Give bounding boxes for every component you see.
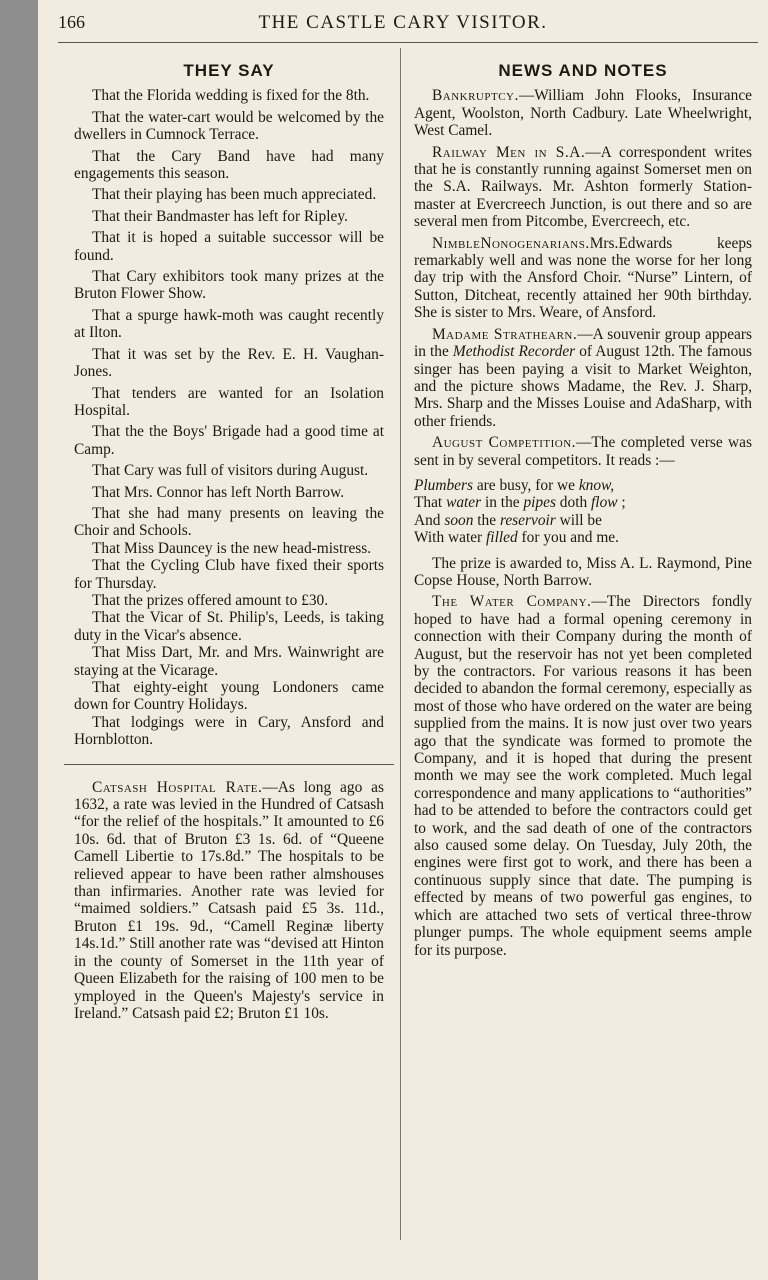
- news-column: [414, 58, 752, 963]
- they-say-item: That the water-cart would be welcomed by the dwellers in Cumnock Terrace.: [74, 108, 384, 144]
- news-heading: NEWS AND NOTES: [498, 61, 668, 80]
- catsash-title: Catsash Hospital Rate.: [92, 778, 263, 796]
- strathearn-article: [414, 326, 752, 430]
- they-say-item: That lodgings were in Cary, Ansford and Hornblotton.: [74, 713, 384, 749]
- bankruptcy-title: Bankruptcy.: [432, 87, 519, 105]
- competition-article: [414, 434, 752, 469]
- they-say-item: That the Cary Band have had many engagements this season.: [74, 147, 384, 183]
- nonogenarians-article: [414, 235, 752, 322]
- verse-line-4: With water filled for you and me.: [414, 529, 619, 547]
- they-say-item: That their Bandmaster has left for Ripley.: [92, 207, 348, 225]
- nonogenarians-title: NimbleNonogenarians.: [432, 234, 590, 252]
- page: [38, 0, 768, 1280]
- section-divider: [64, 764, 394, 765]
- competition-title: August Competition.: [432, 434, 576, 452]
- railway-title: Railway Men in S.A.: [432, 143, 586, 161]
- they-say-item: That the Vicar of St. Philip's, Leeds, is taking duty in the Vicar's absence.: [74, 609, 384, 644]
- they-say-item: That eighty-eight young Londoners came down for Country Holidays.: [74, 679, 384, 714]
- nonogenarians-body: Mrs.Edwards keeps remarkably well and was none the worse for her long day trip with the Ansford Choir. “Nurse” Lintern, of Sutton, Ditcheat, recently attained her 90th birthday. She is sister to Mrs. Weare, of Ansford.: [414, 234, 752, 322]
- strathearn-publication: Methodist Recorder: [452, 343, 576, 361]
- header-rule: [58, 42, 758, 43]
- they-say-item: That it was set by the Rev. E. H. Vaughan-Jones.: [74, 345, 384, 381]
- they-say-list-continued: [74, 505, 384, 749]
- they-say-item: That Mrs. Connor has left North Barrow.: [92, 483, 345, 501]
- they-say-item: That their playing has been much appreciated.: [92, 186, 377, 204]
- column-divider: [400, 48, 401, 1240]
- they-say-item: That Cary was full of visitors during August.: [92, 462, 369, 480]
- they-say-item: That Cary exhibitors took many prizes at the Bruton Flower Show.: [74, 268, 384, 303]
- strathearn-title: Madame Strathearn.: [432, 325, 578, 343]
- page-header: [38, 12, 768, 38]
- they-say-item: That a spurge hawk-moth was caught recently at Ilton.: [74, 306, 384, 342]
- water-company-body: —The Directors fondly hoped to have had a formal opening ceremony in connection with their Company during the month of August, but the reservoir has not yet been completed by the contractors. For various reasons it has been decided to abandon the formal ceremony, especially as most of those who have ordered on the water are being supplied from the mains. It is now just over two years ago that the syndicate was formed to promote the Company, and it is hoped that during the present month we may see the work completed. Much legal correspondence and many applications to “authorities” had to be attended to before the contractors could get to work, and the sad death of one of the contractors also caused some delay. On Tuesday, July 20th, the engines were first got to work, and there has been a continuous supply since that date. The pumping is effected by means of two powerful gas engines, to which are attached two sets of vertical three-throw plunger pumps. The whole equipment seems ample for its purpose.: [414, 593, 752, 959]
- page-number: 166: [58, 12, 85, 32]
- they-say-item: That tenders are wanted for an Isolation Hospital.: [74, 384, 384, 419]
- they-say-item: That she had many presents on leaving the Choir and Schools.: [74, 504, 384, 540]
- catsash-body: —As long ago as 1632, a rate was levied in the Hundred of Catsash “for the relief of the hospitals.” It amounted to £6 10s. 6d. that of Bruton £3 1s. 6d. of “Queene Camell Libertie to 17s.8d.” The hospitals to be relieved appear to have been rather almshouses than infirmaries. Another rate was levied for “maimed soldiers.” Catsash paid £5 3s. 11d., Bruton £1 19s. 9d., “Camell Reginæ liberty 14s.1d.” Still another rate was “devised att Hinton in the county of Somerset in the 11th year of Queen Elizabeth for the raising of 100 men to be ymployed in the Queen's Majesty's service in Ireland.” Catsash paid £2; Bruton £1 10s.: [74, 778, 384, 1022]
- strathearn-body: —A souvenir group appears in the: [414, 325, 752, 361]
- bankruptcy-article: [414, 87, 752, 139]
- they-say-list: [74, 87, 384, 501]
- verse-line-1: Plumbers are busy, for we know,: [414, 476, 615, 494]
- bankruptcy-body: —William John Flooks, Insurance Agent, Woolston, North Cadbury. Late Wheelwright, West Camel.: [414, 87, 752, 140]
- strathearn-body-end: of August 12th. The famous singer has been paying a visit to Market Weighton, and the picture shows Madame, the Rev. J. Sharp, Mrs. Sharp and the Misses Louise and AdaSharp, with other friends.: [414, 343, 752, 430]
- prize-announcement: The prize is awarded to, Miss A. L. Raymond, Pine Copse House, North Barrow.: [414, 554, 752, 589]
- they-say-item: That it is hoped a suitable successor will be found.: [74, 229, 384, 264]
- they-say-item: That Miss Dauncey is the new head-mistress.: [92, 539, 372, 557]
- verse-line-3: And soon the reservoir will be: [414, 511, 602, 529]
- catsash-article: [74, 779, 384, 1023]
- verse-line-2: That water in the pipes doth flow ;: [414, 494, 626, 512]
- competition-verse: [414, 477, 752, 547]
- they-say-item: That the the Boys' Brigade had a good time at Camp.: [74, 423, 384, 458]
- water-company-article: [414, 593, 752, 959]
- they-say-column: [74, 58, 384, 1026]
- they-say-item: That Miss Dart, Mr. and Mrs. Wainwright are staying at the Vicarage.: [74, 644, 384, 679]
- publication-title: THE CASTLE CARY VISITOR.: [258, 12, 548, 33]
- they-say-item: That the prizes offered amount to £30.: [92, 591, 329, 609]
- competition-body: —The completed verse was sent in by several competitors. It reads :—: [414, 434, 752, 469]
- they-say-item: That the Florida wedding is fixed for the 8th.: [92, 87, 370, 105]
- water-company-title: The Water Company.: [432, 593, 592, 611]
- they-say-heading: THEY SAY: [183, 61, 275, 80]
- railway-body: —A correspondent writes that he is constantly running against Somerset men on the S.A. Railways. Mr. Ashton formerly Station-master at Evercreech Junction, is out there and so are several men from Pitcombe, Evercreech, etc.: [414, 143, 752, 231]
- they-say-item: That the Cycling Club have fixed their sports for Thursday.: [74, 557, 384, 592]
- railway-article: [414, 144, 752, 231]
